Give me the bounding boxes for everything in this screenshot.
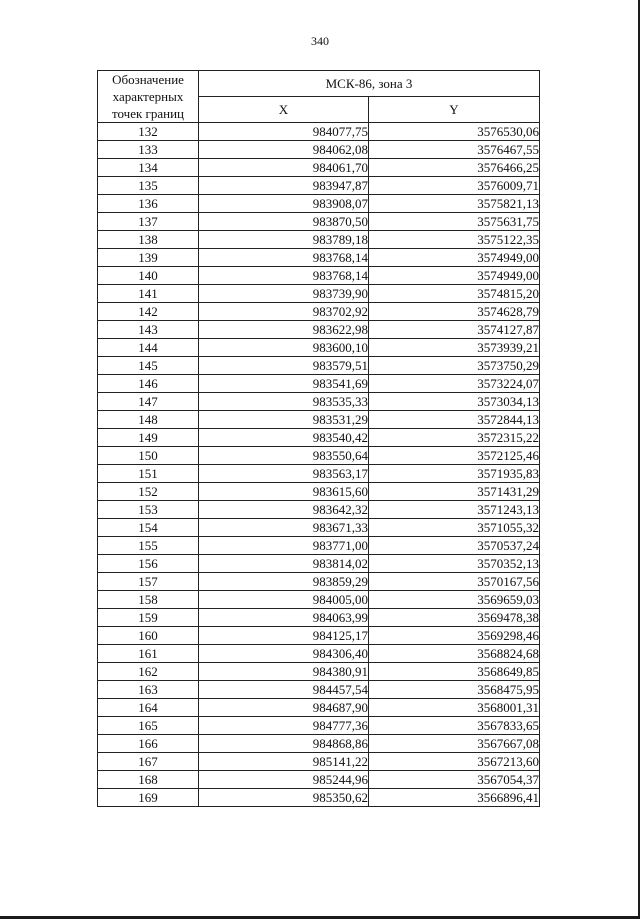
header-point-designation-line1: Обозначение — [112, 72, 184, 87]
x-coordinate-cell: 984061,70 — [199, 159, 369, 177]
x-coordinate-cell: 983671,33 — [199, 519, 369, 537]
y-coordinate-cell: 3576466,25 — [369, 159, 540, 177]
table-row — [98, 789, 540, 807]
x-coordinate-cell: 983908,07 — [199, 195, 369, 213]
table-row — [98, 447, 540, 465]
x-coordinate-cell: 983535,33 — [199, 393, 369, 411]
y-coordinate-cell: 3573750,29 — [369, 357, 540, 375]
y-coordinate-cell: 3568475,95 — [369, 681, 540, 699]
table-header — [98, 71, 540, 123]
point-id-cell: 136 — [98, 195, 199, 213]
y-coordinate-cell: 3570167,56 — [369, 573, 540, 591]
x-coordinate-cell: 983622,98 — [199, 321, 369, 339]
header-point-designation-line3: точек границ — [111, 106, 185, 121]
point-id-cell: 164 — [98, 699, 199, 717]
table-row — [98, 267, 540, 285]
point-id-cell: 165 — [98, 717, 199, 735]
point-id-cell: 146 — [98, 375, 199, 393]
point-id-cell: 133 — [98, 141, 199, 159]
y-coordinate-cell: 3573034,13 — [369, 393, 540, 411]
table-row — [98, 213, 540, 231]
table-row — [98, 609, 540, 627]
header-point-designation — [98, 71, 199, 123]
x-coordinate-cell: 983541,69 — [199, 375, 369, 393]
x-coordinate-cell: 983768,14 — [199, 267, 369, 285]
point-id-cell: 144 — [98, 339, 199, 357]
x-coordinate-cell: 984687,90 — [199, 699, 369, 717]
y-coordinate-cell: 3570352,13 — [369, 555, 540, 573]
x-coordinate-cell: 984063,99 — [199, 609, 369, 627]
y-coordinate-cell: 3566896,41 — [369, 789, 540, 807]
y-coordinate-cell: 3575821,13 — [369, 195, 540, 213]
point-id-cell: 167 — [98, 753, 199, 771]
y-coordinate-cell: 3572844,13 — [369, 411, 540, 429]
x-coordinate-cell: 983579,51 — [199, 357, 369, 375]
x-coordinate-cell: 984306,40 — [199, 645, 369, 663]
point-id-cell: 151 — [98, 465, 199, 483]
table-row — [98, 303, 540, 321]
y-coordinate-cell: 3571243,13 — [369, 501, 540, 519]
table-row — [98, 771, 540, 789]
table-row — [98, 195, 540, 213]
point-id-cell: 168 — [98, 771, 199, 789]
point-id-cell: 157 — [98, 573, 199, 591]
table-row — [98, 177, 540, 195]
y-coordinate-cell: 3574815,20 — [369, 285, 540, 303]
x-coordinate-cell: 983814,02 — [199, 555, 369, 573]
point-id-cell: 163 — [98, 681, 199, 699]
x-coordinate-cell: 983642,32 — [199, 501, 369, 519]
point-id-cell: 154 — [98, 519, 199, 537]
point-id-cell: 156 — [98, 555, 199, 573]
x-coordinate-cell: 983859,29 — [199, 573, 369, 591]
y-coordinate-cell: 3573939,21 — [369, 339, 540, 357]
point-id-cell: 135 — [98, 177, 199, 195]
table-row — [98, 537, 540, 555]
y-coordinate-cell: 3569478,38 — [369, 609, 540, 627]
point-id-cell: 158 — [98, 591, 199, 609]
point-id-cell: 160 — [98, 627, 199, 645]
y-coordinate-cell: 3571055,32 — [369, 519, 540, 537]
x-coordinate-cell: 984077,75 — [199, 123, 369, 141]
point-id-cell: 141 — [98, 285, 199, 303]
table-row — [98, 627, 540, 645]
x-coordinate-cell: 984005,00 — [199, 591, 369, 609]
point-id-cell: 134 — [98, 159, 199, 177]
table-row — [98, 663, 540, 681]
point-id-cell: 153 — [98, 501, 199, 519]
y-coordinate-cell: 3570537,24 — [369, 537, 540, 555]
x-coordinate-cell: 984457,54 — [199, 681, 369, 699]
table-row — [98, 249, 540, 267]
point-id-cell: 149 — [98, 429, 199, 447]
y-coordinate-cell: 3568001,31 — [369, 699, 540, 717]
x-coordinate-cell: 983768,14 — [199, 249, 369, 267]
header-x: X — [199, 97, 369, 123]
page-number: 340 — [311, 34, 329, 48]
y-coordinate-cell: 3567667,08 — [369, 735, 540, 753]
y-coordinate-cell: 3571431,29 — [369, 483, 540, 501]
point-id-cell: 150 — [98, 447, 199, 465]
y-coordinate-cell: 3575631,75 — [369, 213, 540, 231]
table-row — [98, 591, 540, 609]
table-body — [98, 123, 540, 807]
y-coordinate-cell: 3568649,85 — [369, 663, 540, 681]
x-coordinate-cell: 983615,60 — [199, 483, 369, 501]
y-coordinate-cell: 3567213,60 — [369, 753, 540, 771]
x-coordinate-cell: 985350,62 — [199, 789, 369, 807]
x-coordinate-cell: 985141,22 — [199, 753, 369, 771]
table-row — [98, 123, 540, 141]
point-id-cell: 132 — [98, 123, 199, 141]
point-id-cell: 152 — [98, 483, 199, 501]
y-coordinate-cell: 3572125,46 — [369, 447, 540, 465]
y-coordinate-cell: 3575122,35 — [369, 231, 540, 249]
table-row — [98, 483, 540, 501]
x-coordinate-cell: 983531,29 — [199, 411, 369, 429]
y-coordinate-cell: 3572315,22 — [369, 429, 540, 447]
x-coordinate-cell: 984380,91 — [199, 663, 369, 681]
x-coordinate-cell: 985244,96 — [199, 771, 369, 789]
x-coordinate-cell: 984125,17 — [199, 627, 369, 645]
point-id-cell: 162 — [98, 663, 199, 681]
x-coordinate-cell: 983702,92 — [199, 303, 369, 321]
table-row — [98, 159, 540, 177]
y-coordinate-cell: 3576467,55 — [369, 141, 540, 159]
x-coordinate-cell: 983870,50 — [199, 213, 369, 231]
y-coordinate-cell: 3567054,37 — [369, 771, 540, 789]
table-row — [98, 321, 540, 339]
y-coordinate-cell: 3576530,06 — [369, 123, 540, 141]
x-coordinate-cell: 983739,90 — [199, 285, 369, 303]
y-coordinate-cell: 3576009,71 — [369, 177, 540, 195]
point-id-cell: 159 — [98, 609, 199, 627]
point-id-cell: 166 — [98, 735, 199, 753]
table-row — [98, 393, 540, 411]
point-id-cell: 161 — [98, 645, 199, 663]
x-coordinate-cell: 983550,64 — [199, 447, 369, 465]
x-coordinate-cell: 984062,08 — [199, 141, 369, 159]
table-row — [98, 465, 540, 483]
table-row — [98, 735, 540, 753]
y-coordinate-cell: 3574949,00 — [369, 249, 540, 267]
point-id-cell: 138 — [98, 231, 199, 249]
table-row — [98, 645, 540, 663]
x-coordinate-cell: 983771,00 — [199, 537, 369, 555]
x-coordinate-cell: 983947,87 — [199, 177, 369, 195]
x-coordinate-cell: 984868,86 — [199, 735, 369, 753]
point-id-cell: 147 — [98, 393, 199, 411]
header-coordinate-system: МСК-86, зона 3 — [199, 71, 540, 97]
table-row — [98, 501, 540, 519]
point-id-cell: 137 — [98, 213, 199, 231]
table-row — [98, 285, 540, 303]
y-coordinate-cell: 3571935,83 — [369, 465, 540, 483]
table-row — [98, 573, 540, 591]
table-row — [98, 699, 540, 717]
coordinates-table — [97, 70, 540, 807]
table-row — [98, 753, 540, 771]
table-row — [98, 411, 540, 429]
point-id-cell: 169 — [98, 789, 199, 807]
point-id-cell: 155 — [98, 537, 199, 555]
point-id-cell: 140 — [98, 267, 199, 285]
table-row — [98, 429, 540, 447]
point-id-cell: 143 — [98, 321, 199, 339]
header-point-designation-line2: характерных — [112, 89, 184, 104]
table-row — [98, 339, 540, 357]
y-coordinate-cell: 3574628,79 — [369, 303, 540, 321]
table-row — [98, 231, 540, 249]
table-row — [98, 717, 540, 735]
y-coordinate-cell: 3573224,07 — [369, 375, 540, 393]
table-row — [98, 555, 540, 573]
x-coordinate-cell: 983789,18 — [199, 231, 369, 249]
y-coordinate-cell: 3574949,00 — [369, 267, 540, 285]
y-coordinate-cell: 3569298,46 — [369, 627, 540, 645]
y-coordinate-cell: 3567833,65 — [369, 717, 540, 735]
x-coordinate-cell: 983540,42 — [199, 429, 369, 447]
point-id-cell: 145 — [98, 357, 199, 375]
table-row — [98, 357, 540, 375]
x-coordinate-cell: 983563,17 — [199, 465, 369, 483]
y-coordinate-cell: 3574127,87 — [369, 321, 540, 339]
table-row — [98, 375, 540, 393]
point-id-cell: 139 — [98, 249, 199, 267]
table-row — [98, 141, 540, 159]
x-coordinate-cell: 983600,10 — [199, 339, 369, 357]
y-coordinate-cell: 3568824,68 — [369, 645, 540, 663]
point-id-cell: 142 — [98, 303, 199, 321]
table-row — [98, 519, 540, 537]
y-coordinate-cell: 3569659,03 — [369, 591, 540, 609]
x-coordinate-cell: 984777,36 — [199, 717, 369, 735]
point-id-cell: 148 — [98, 411, 199, 429]
header-y: Y — [369, 97, 540, 123]
table-row — [98, 681, 540, 699]
